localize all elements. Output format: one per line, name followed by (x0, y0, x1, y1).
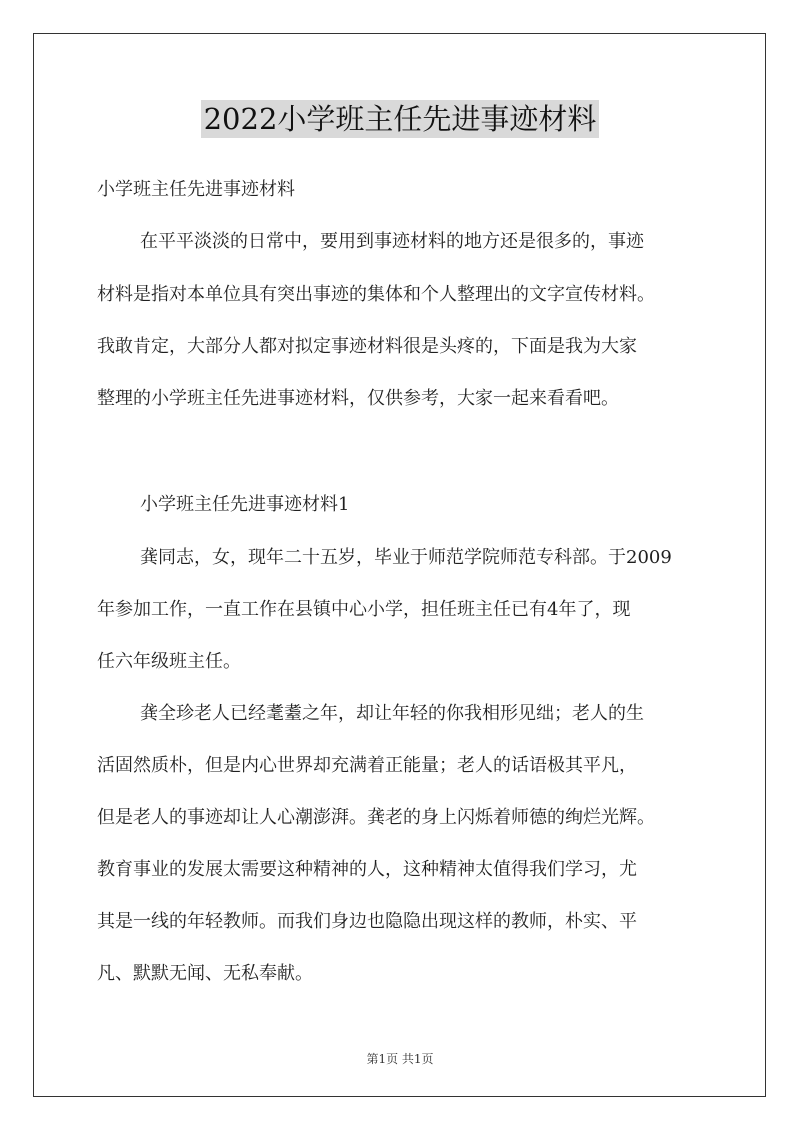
document-title: 2022小学班主任先进事迹材料 (201, 100, 600, 138)
intro-line-4: 整理的小学班主任先进事迹材料，仅供参考，大家一起来看看吧。 (97, 388, 619, 409)
paragraph1-line-1: 龚同志，女，现年二十五岁，毕业于师范学院师范专科部。于2009 (140, 547, 672, 568)
document-subtitle: 小学班主任先进事迹材料 (97, 179, 295, 200)
page-footer (0, 1050, 800, 1067)
page-number: 第1页 共1页 (366, 1052, 434, 1066)
paragraph2-line-1: 龚全珍老人已经耄耋之年，却让年轻的你我相形见绌；老人的生 (140, 703, 644, 724)
section-heading: 小学班主任先进事迹材料1 (140, 494, 350, 515)
paragraph2-line-6: 凡、默默无闻、无私奉献。 (97, 963, 313, 984)
paragraph2-line-4: 教育事业的发展太需要这种精神的人，这种精神太值得我们学习，尤 (97, 859, 637, 880)
intro-line-2: 材料是指对本单位具有突出事迹的集体和个人整理出的文字宣传材料。 (97, 284, 655, 305)
intro-line-3: 我敢肯定，大部分人都对拟定事迹材料很是头疼的，下面是我为大家 (97, 336, 637, 357)
paragraph2-line-5: 其是一线的年轻教师。而我们身边也隐隐出现这样的教师，朴实、平 (97, 911, 637, 932)
paragraph2-line-2: 活固然质朴，但是内心世界却充满着正能量；老人的话语极其平凡， (97, 755, 637, 776)
intro-line-1: 在平平淡淡的日常中，要用到事迹材料的地方还是很多的，事迹 (140, 231, 644, 252)
paragraph2-line-3: 但是老人的事迹却让人心潮澎湃。龚老的身上闪烁着师德的绚烂光辉。 (97, 807, 655, 828)
document-title-block (0, 100, 800, 138)
paragraph1-line-3: 任六年级班主任。 (97, 651, 241, 672)
paragraph1-line-2: 年参加工作，一直工作在县镇中心小学，担任班主任已有4年了，现 (97, 599, 631, 620)
